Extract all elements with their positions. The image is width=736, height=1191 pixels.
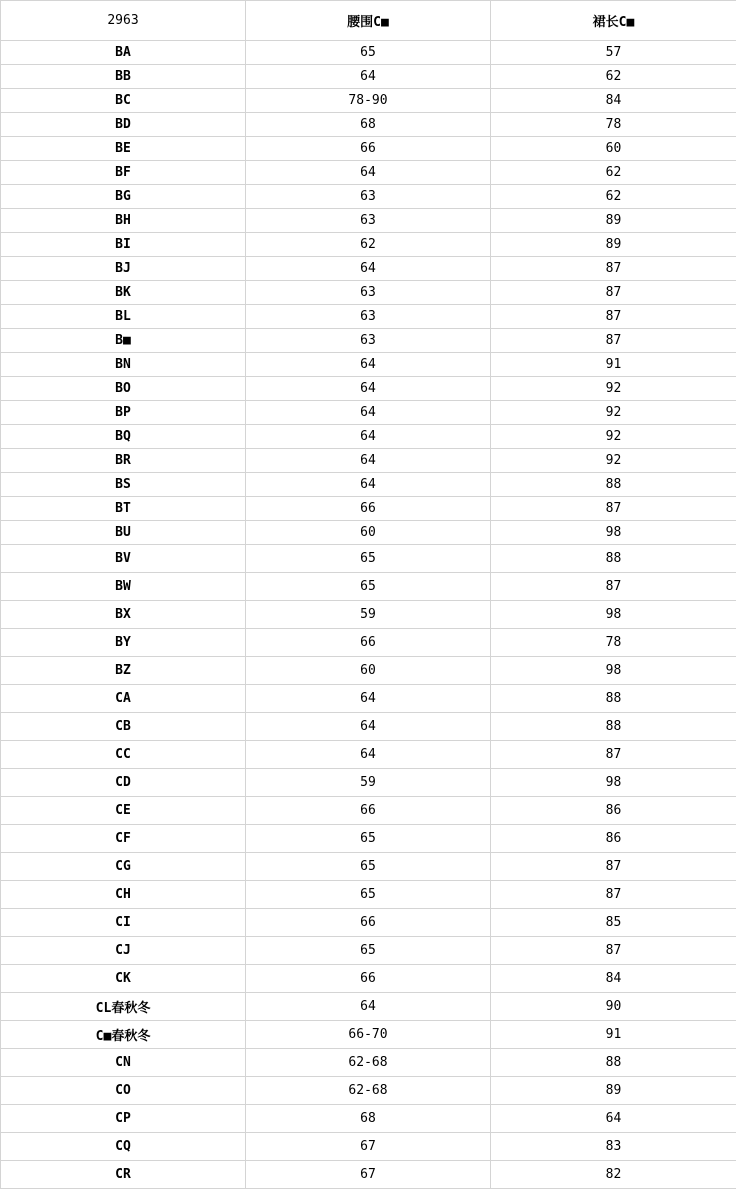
cell-style-code: CH bbox=[1, 881, 246, 909]
cell-skirt-length: 90 bbox=[491, 993, 736, 1021]
cell-skirt-length: 88 bbox=[491, 545, 736, 573]
cell-waist: 64 bbox=[246, 257, 491, 281]
cell-waist: 63 bbox=[246, 329, 491, 353]
cell-waist: 66 bbox=[246, 797, 491, 825]
cell-skirt-length: 89 bbox=[491, 209, 736, 233]
cell-waist: 63 bbox=[246, 185, 491, 209]
cell-style-code: BW bbox=[1, 573, 246, 601]
cell-style-code: BU bbox=[1, 521, 246, 545]
table-row bbox=[1, 713, 736, 741]
cell-skirt-length: 92 bbox=[491, 449, 736, 473]
table-row bbox=[1, 1077, 736, 1105]
cell-style-code: CK bbox=[1, 965, 246, 993]
table-row bbox=[1, 281, 736, 305]
cell-waist: 66 bbox=[246, 497, 491, 521]
cell-style-code: BX bbox=[1, 601, 246, 629]
table-row bbox=[1, 377, 736, 401]
table-row bbox=[1, 545, 736, 573]
cell-waist: 66 bbox=[246, 629, 491, 657]
cell-waist: 68 bbox=[246, 1105, 491, 1133]
cell-waist: 60 bbox=[246, 657, 491, 685]
table-row bbox=[1, 993, 736, 1021]
cell-skirt-length: 87 bbox=[491, 881, 736, 909]
cell-skirt-length: 62 bbox=[491, 161, 736, 185]
cell-style-code: BB bbox=[1, 65, 246, 89]
cell-skirt-length: 86 bbox=[491, 825, 736, 853]
cell-skirt-length: 82 bbox=[491, 1161, 736, 1189]
table-row bbox=[1, 629, 736, 657]
cell-skirt-length: 91 bbox=[491, 353, 736, 377]
cell-waist: 63 bbox=[246, 305, 491, 329]
table-row bbox=[1, 965, 736, 993]
cell-waist: 64 bbox=[246, 65, 491, 89]
cell-skirt-length: 60 bbox=[491, 137, 736, 161]
cell-style-code: CG bbox=[1, 853, 246, 881]
table-row bbox=[1, 449, 736, 473]
cell-style-code: BF bbox=[1, 161, 246, 185]
table-row bbox=[1, 1021, 736, 1049]
cell-waist: 63 bbox=[246, 209, 491, 233]
cell-waist: 66 bbox=[246, 137, 491, 161]
table-row bbox=[1, 137, 736, 161]
cell-waist: 67 bbox=[246, 1133, 491, 1161]
cell-skirt-length: 86 bbox=[491, 797, 736, 825]
table-row bbox=[1, 401, 736, 425]
cell-skirt-length: 92 bbox=[491, 401, 736, 425]
cell-style-code: BA bbox=[1, 41, 246, 65]
table-row bbox=[1, 521, 736, 545]
cell-skirt-length: 62 bbox=[491, 185, 736, 209]
cell-style-code: BT bbox=[1, 497, 246, 521]
cell-skirt-length: 89 bbox=[491, 1077, 736, 1105]
cell-style-code: BH bbox=[1, 209, 246, 233]
cell-style-code: CO bbox=[1, 1077, 246, 1105]
cell-waist: 78-90 bbox=[246, 89, 491, 113]
cell-skirt-length: 87 bbox=[491, 281, 736, 305]
cell-skirt-length: 64 bbox=[491, 1105, 736, 1133]
table-row bbox=[1, 573, 736, 601]
cell-skirt-length: 87 bbox=[491, 573, 736, 601]
cell-waist: 64 bbox=[246, 713, 491, 741]
cell-style-code: CP bbox=[1, 1105, 246, 1133]
cell-style-code: CJ bbox=[1, 937, 246, 965]
cell-style-code: CQ bbox=[1, 1133, 246, 1161]
cell-waist: 63 bbox=[246, 281, 491, 305]
cell-style-code: CF bbox=[1, 825, 246, 853]
cell-waist: 67 bbox=[246, 1161, 491, 1189]
cell-waist: 64 bbox=[246, 353, 491, 377]
table-row bbox=[1, 233, 736, 257]
cell-waist: 65 bbox=[246, 937, 491, 965]
cell-style-code: BJ bbox=[1, 257, 246, 281]
cell-waist: 66-70 bbox=[246, 1021, 491, 1049]
cell-style-code: CL春秋冬 bbox=[1, 993, 246, 1021]
cell-skirt-length: 87 bbox=[491, 853, 736, 881]
header-style-code: 2963 bbox=[1, 1, 246, 41]
cell-waist: 65 bbox=[246, 41, 491, 65]
cell-waist: 66 bbox=[246, 965, 491, 993]
cell-waist: 62 bbox=[246, 233, 491, 257]
cell-style-code: BR bbox=[1, 449, 246, 473]
cell-skirt-length: 88 bbox=[491, 713, 736, 741]
cell-waist: 65 bbox=[246, 825, 491, 853]
cell-style-code: CI bbox=[1, 909, 246, 937]
cell-waist: 64 bbox=[246, 993, 491, 1021]
cell-waist: 65 bbox=[246, 881, 491, 909]
cell-waist: 62-68 bbox=[246, 1077, 491, 1105]
cell-style-code: BC bbox=[1, 89, 246, 113]
table-row bbox=[1, 685, 736, 713]
table-row bbox=[1, 257, 736, 281]
cell-style-code: CN bbox=[1, 1049, 246, 1077]
cell-style-code: CB bbox=[1, 713, 246, 741]
cell-skirt-length: 78 bbox=[491, 113, 736, 137]
table-row bbox=[1, 353, 736, 377]
table-row bbox=[1, 209, 736, 233]
cell-waist: 64 bbox=[246, 473, 491, 497]
cell-waist: 59 bbox=[246, 601, 491, 629]
table-row bbox=[1, 741, 736, 769]
cell-skirt-length: 88 bbox=[491, 685, 736, 713]
cell-waist: 64 bbox=[246, 401, 491, 425]
table-row bbox=[1, 41, 736, 65]
cell-waist: 60 bbox=[246, 521, 491, 545]
table-row bbox=[1, 1105, 736, 1133]
cell-style-code: BZ bbox=[1, 657, 246, 685]
cell-style-code: BE bbox=[1, 137, 246, 161]
cell-waist: 64 bbox=[246, 449, 491, 473]
cell-style-code: CC bbox=[1, 741, 246, 769]
cell-waist: 65 bbox=[246, 853, 491, 881]
cell-style-code: BD bbox=[1, 113, 246, 137]
cell-waist: 64 bbox=[246, 377, 491, 401]
cell-skirt-length: 89 bbox=[491, 233, 736, 257]
cell-skirt-length: 84 bbox=[491, 965, 736, 993]
cell-skirt-length: 84 bbox=[491, 89, 736, 113]
cell-skirt-length: 98 bbox=[491, 769, 736, 797]
cell-waist: 65 bbox=[246, 573, 491, 601]
cell-waist: 64 bbox=[246, 685, 491, 713]
table-row bbox=[1, 769, 736, 797]
cell-waist: 68 bbox=[246, 113, 491, 137]
table-row bbox=[1, 657, 736, 685]
table-row bbox=[1, 425, 736, 449]
cell-waist: 66 bbox=[246, 909, 491, 937]
cell-style-code: BP bbox=[1, 401, 246, 425]
table-row bbox=[1, 329, 736, 353]
table-row bbox=[1, 1133, 736, 1161]
cell-waist: 62-68 bbox=[246, 1049, 491, 1077]
cell-style-code: BS bbox=[1, 473, 246, 497]
cell-style-code: BK bbox=[1, 281, 246, 305]
table-row bbox=[1, 853, 736, 881]
cell-skirt-length: 85 bbox=[491, 909, 736, 937]
cell-skirt-length: 92 bbox=[491, 425, 736, 449]
cell-skirt-length: 91 bbox=[491, 1021, 736, 1049]
header-row bbox=[1, 1, 736, 41]
table-row bbox=[1, 937, 736, 965]
cell-waist: 64 bbox=[246, 741, 491, 769]
cell-waist: 59 bbox=[246, 769, 491, 797]
cell-skirt-length: 87 bbox=[491, 329, 736, 353]
cell-style-code: BG bbox=[1, 185, 246, 209]
cell-skirt-length: 98 bbox=[491, 657, 736, 685]
table-row bbox=[1, 1161, 736, 1189]
cell-skirt-length: 62 bbox=[491, 65, 736, 89]
header-skirt-length: 裙长C■ bbox=[491, 1, 736, 41]
table-row bbox=[1, 909, 736, 937]
table-row bbox=[1, 497, 736, 521]
table-row bbox=[1, 305, 736, 329]
table-row bbox=[1, 825, 736, 853]
table-row bbox=[1, 1049, 736, 1077]
cell-skirt-length: 88 bbox=[491, 1049, 736, 1077]
cell-style-code: BL bbox=[1, 305, 246, 329]
table-row bbox=[1, 601, 736, 629]
cell-skirt-length: 87 bbox=[491, 497, 736, 521]
cell-skirt-length: 87 bbox=[491, 305, 736, 329]
table-row bbox=[1, 881, 736, 909]
table-row bbox=[1, 89, 736, 113]
cell-skirt-length: 78 bbox=[491, 629, 736, 657]
cell-skirt-length: 92 bbox=[491, 377, 736, 401]
cell-skirt-length: 83 bbox=[491, 1133, 736, 1161]
cell-style-code: CR bbox=[1, 1161, 246, 1189]
cell-style-code: B■ bbox=[1, 329, 246, 353]
cell-style-code: C■春秋冬 bbox=[1, 1021, 246, 1049]
cell-style-code: BO bbox=[1, 377, 246, 401]
cell-waist: 64 bbox=[246, 425, 491, 449]
cell-skirt-length: 87 bbox=[491, 741, 736, 769]
table-row bbox=[1, 113, 736, 137]
table-row bbox=[1, 473, 736, 497]
cell-skirt-length: 88 bbox=[491, 473, 736, 497]
cell-skirt-length: 87 bbox=[491, 937, 736, 965]
table-row bbox=[1, 185, 736, 209]
cell-skirt-length: 98 bbox=[491, 601, 736, 629]
header-waist: 腰围C■ bbox=[246, 1, 491, 41]
cell-waist: 65 bbox=[246, 545, 491, 573]
cell-style-code: BV bbox=[1, 545, 246, 573]
cell-skirt-length: 87 bbox=[491, 257, 736, 281]
cell-skirt-length: 98 bbox=[491, 521, 736, 545]
table-row bbox=[1, 65, 736, 89]
cell-style-code: BQ bbox=[1, 425, 246, 449]
cell-style-code: CA bbox=[1, 685, 246, 713]
cell-style-code: BY bbox=[1, 629, 246, 657]
cell-waist: 64 bbox=[246, 161, 491, 185]
cell-style-code: BI bbox=[1, 233, 246, 257]
cell-skirt-length: 57 bbox=[491, 41, 736, 65]
table-row bbox=[1, 797, 736, 825]
table-row bbox=[1, 161, 736, 185]
cell-style-code: CE bbox=[1, 797, 246, 825]
cell-style-code: BN bbox=[1, 353, 246, 377]
cell-style-code: CD bbox=[1, 769, 246, 797]
